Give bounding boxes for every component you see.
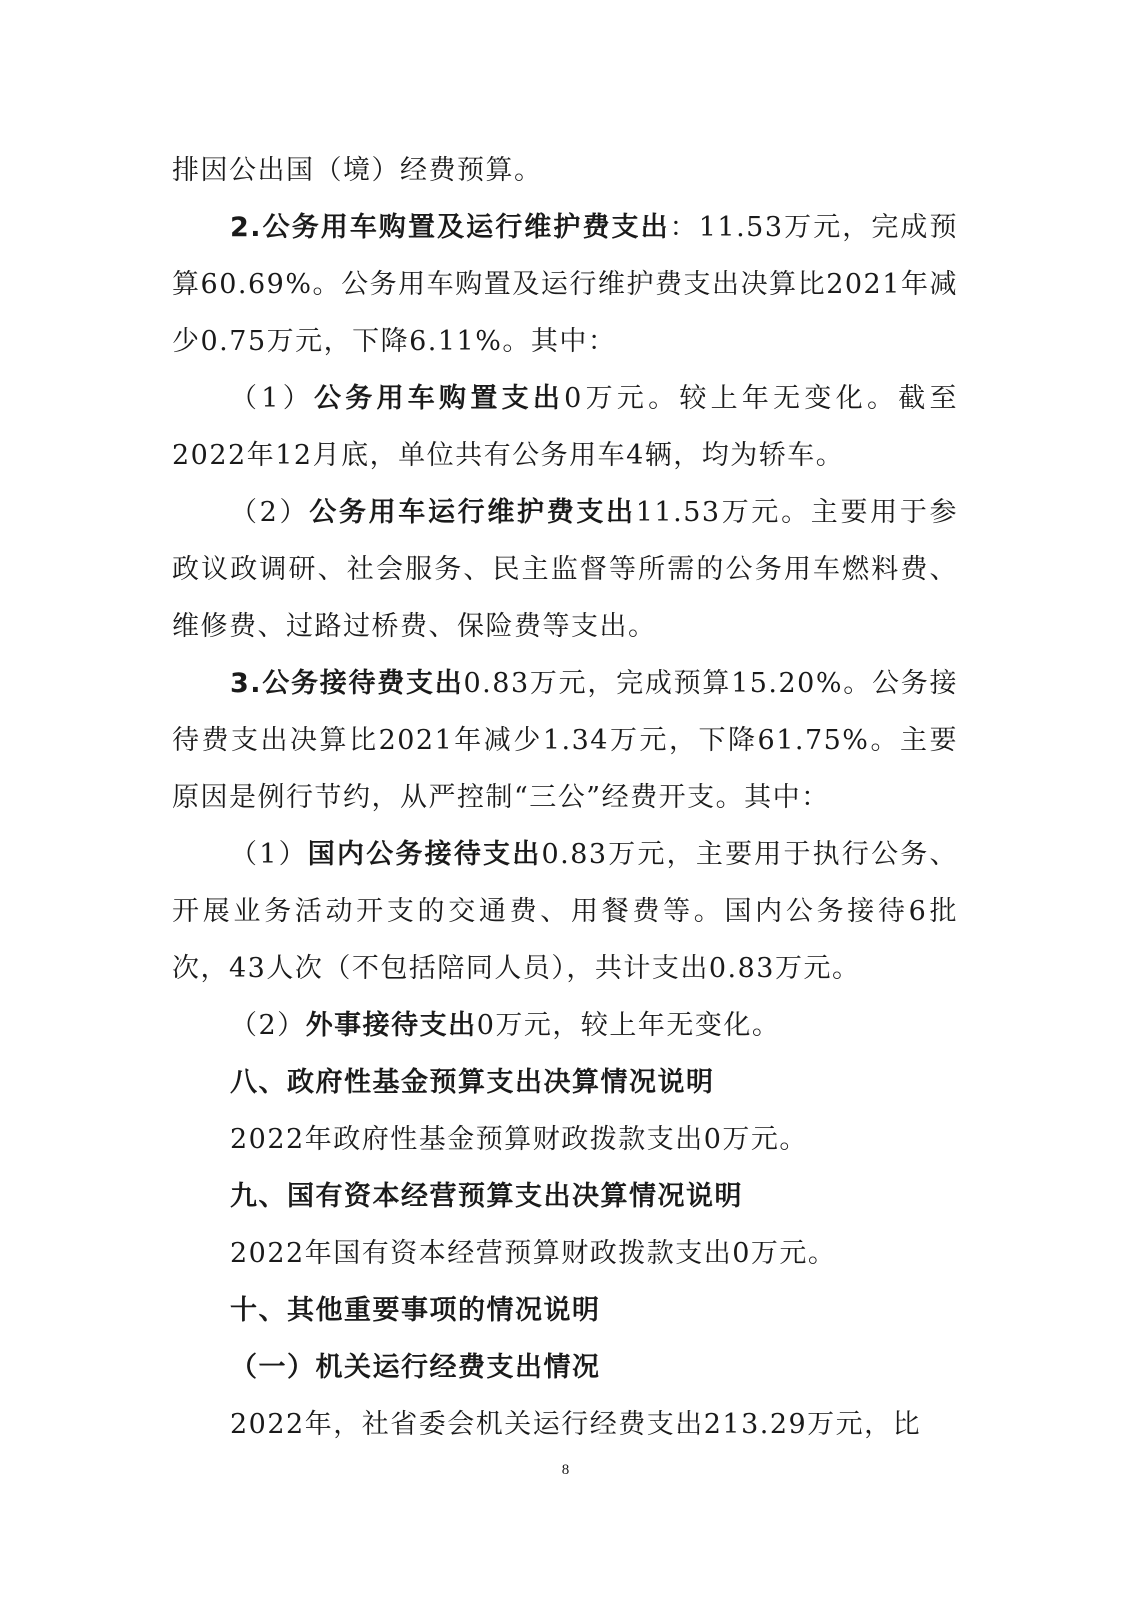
paragraph-bold-label: 外事接待支出 bbox=[305, 1010, 477, 1041]
paragraph-domestic-reception bbox=[172, 826, 958, 997]
paragraph-text: 排因公出国（境）经费预算。 bbox=[172, 155, 543, 186]
paragraph-number: （2） bbox=[230, 497, 310, 528]
paragraph-text: 0.83万元，完成预算15.20%。公务接待费支出决算比2021年减少1.34万元，下降61.75%。主要原因是例行节约，从严控制“三公”经费开支。其中： bbox=[172, 668, 958, 813]
paragraph-vehicle-maintenance bbox=[172, 484, 958, 655]
paragraph-text: 0万元。较上年无变化。截至2022年12月底，单位共有公务用车4辆，均为轿车。 bbox=[172, 383, 958, 471]
paragraph-text: ：11.53万元，完成预算60.69%。公务用车购置及运行维护费支出决算比2021年减少0.75万元，下降6.11%。其中： bbox=[172, 212, 958, 357]
section-heading-9: 九、国有资本经营预算支出决算情况说明 bbox=[230, 1181, 743, 1212]
paragraph-abroad-cont bbox=[172, 142, 958, 199]
document-body bbox=[172, 142, 958, 1453]
paragraph-bold-label: 公务用车运行维护费支出 bbox=[309, 497, 636, 528]
paragraph-number: （1） bbox=[230, 383, 314, 414]
paragraph-text: 0万元，较上年无变化。 bbox=[476, 1010, 781, 1041]
paragraph-bold-label: 3.公务接待费支出 bbox=[230, 668, 464, 699]
section-text-10: 2022年，社省委会机关运行经费支出213.29万元，比 bbox=[230, 1409, 922, 1440]
section-text-8: 2022年政府性基金预算财政拨款支出0万元。 bbox=[230, 1124, 808, 1155]
paragraph-number: （2） bbox=[230, 1010, 306, 1041]
paragraph-text: 11.53万元。主要用于参政议政调研、社会服务、民主监督等所需的公务用车燃料费、维修费、过路过桥费、保险费等支出。 bbox=[172, 497, 959, 642]
section-heading-8: 八、政府性基金预算支出决算情况说明 bbox=[230, 1067, 715, 1098]
page-number: 8 bbox=[561, 1462, 570, 1478]
paragraph-text: 0.83万元，主要用于执行公务、开展业务活动开支的交通费、用餐费等。国内公务接待6批次，43人次（不包括陪同人员），共计支出0.83万元。 bbox=[172, 839, 958, 984]
section-text-9: 2022年国有资本经营预算财政拨款支出0万元。 bbox=[230, 1238, 837, 1269]
paragraph-reception-expense bbox=[172, 655, 958, 826]
paragraph-vehicle-purchase bbox=[172, 370, 958, 484]
paragraph-bold-label: 公务用车购置支出 bbox=[313, 383, 565, 414]
paragraph-foreign-reception bbox=[172, 997, 958, 1054]
paragraph-vehicle-expense bbox=[172, 199, 958, 370]
paragraph-bold-label: 2.公务用车购置及运行维护费支出 bbox=[230, 212, 670, 243]
section-heading-10: 十、其他重要事项的情况说明 bbox=[230, 1295, 601, 1326]
paragraph-bold-label: 国内公务接待支出 bbox=[307, 839, 542, 870]
paragraph-number: （1） bbox=[230, 839, 308, 870]
subsection-heading-operating-expense: （一）机关运行经费支出情况 bbox=[230, 1352, 601, 1383]
